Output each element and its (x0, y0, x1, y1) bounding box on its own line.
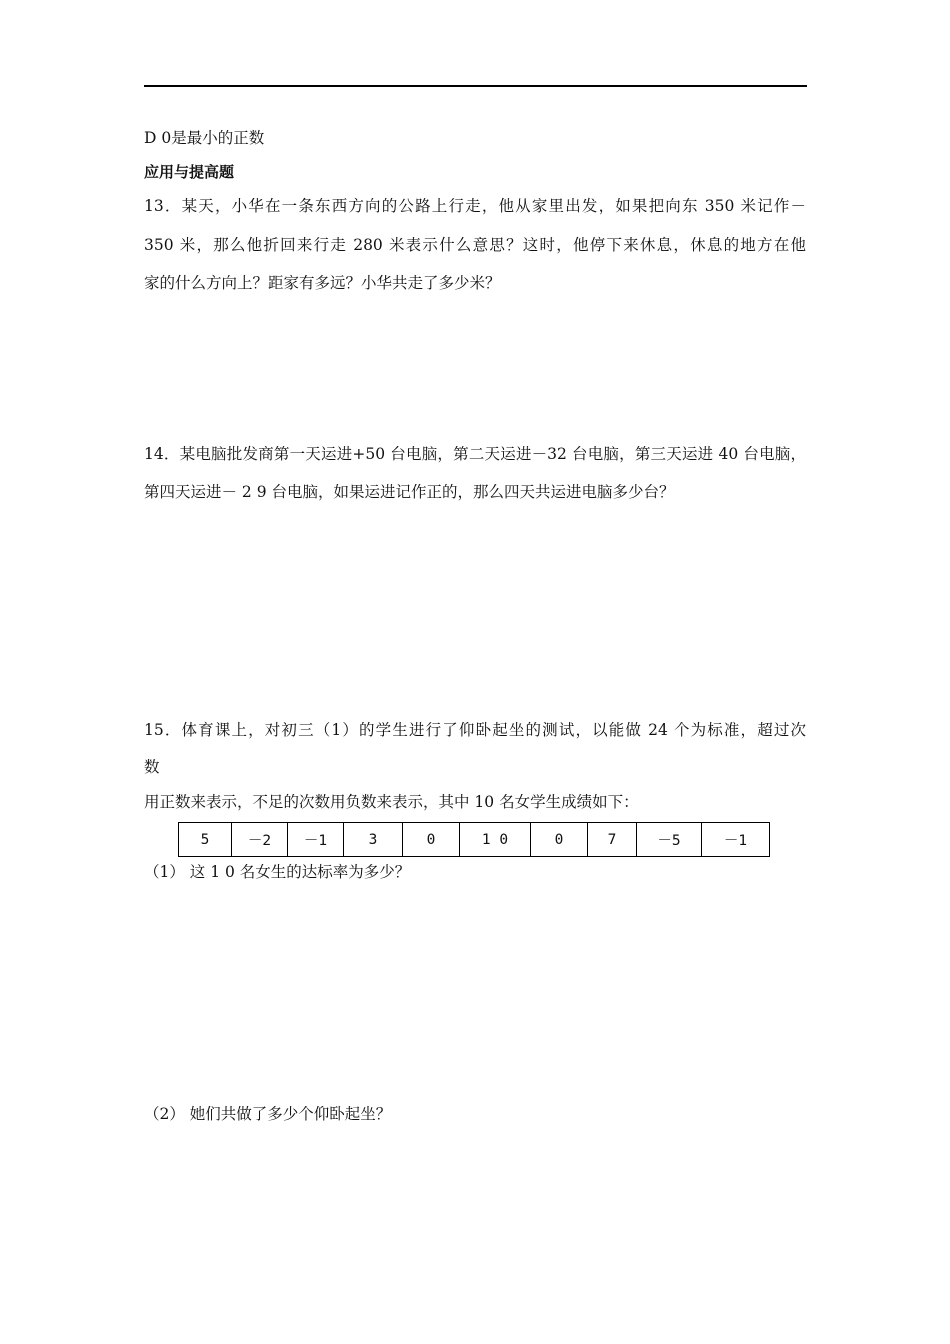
score-cell: 0 (531, 823, 588, 857)
score-cell: －1 (288, 823, 344, 857)
header-rule (144, 85, 807, 87)
q13-line-1: 13．某天，小华在一条东西方向的公路上行走，他从家里出发，如果把向东 350 米记作－ (144, 197, 806, 215)
previous-option-d: D 0是最小的正数 (144, 129, 265, 147)
score-cell: 3 (344, 823, 403, 857)
score-cell: 0 (403, 823, 460, 857)
score-cell: －1 (702, 823, 770, 857)
q15-sub-question-1: （1） 这 1 0 名女生的达标率为多少？ (144, 863, 411, 881)
q13-line-2: 350 米，那么他折回来行走 280 米表示什么意思？这时，他停下来休息，休息的地方在他 (144, 236, 806, 254)
q13-line-3: 家的什么方向上？距家有多远？小华共走了多少米？ (144, 274, 501, 292)
q15-line-2: 数 (144, 758, 160, 776)
scores-table (178, 822, 770, 857)
table-row (179, 823, 770, 857)
q15-line-1: 15．体育课上，对初三（1）的学生进行了仰卧起坐的测试，以能做 24 个为标准，超过次 (144, 721, 806, 739)
q14-line-2: 第四天运进－ 2 9 台电脑，如果运进记作正的，那么四天共运进电脑多少台？ (144, 483, 675, 501)
score-cell: －5 (637, 823, 702, 857)
q15-sub-question-2: （2） 她们共做了多少个仰卧起坐？ (144, 1105, 392, 1123)
q15-line-3: 用正数来表示，不足的次数用负数来表示，其中 10 名女学生成绩如下： (144, 793, 639, 811)
q14-line-1: 14．某电脑批发商第一天运进+50 台电脑，第二天运进－32 台电脑，第三天运进 40 台电脑， (144, 445, 806, 463)
section-heading: 应用与提高题 (144, 163, 235, 181)
score-cell: 7 (588, 823, 637, 857)
score-cell: －2 (232, 823, 288, 857)
score-cell: 5 (179, 823, 232, 857)
score-cell: 1 0 (460, 823, 531, 857)
